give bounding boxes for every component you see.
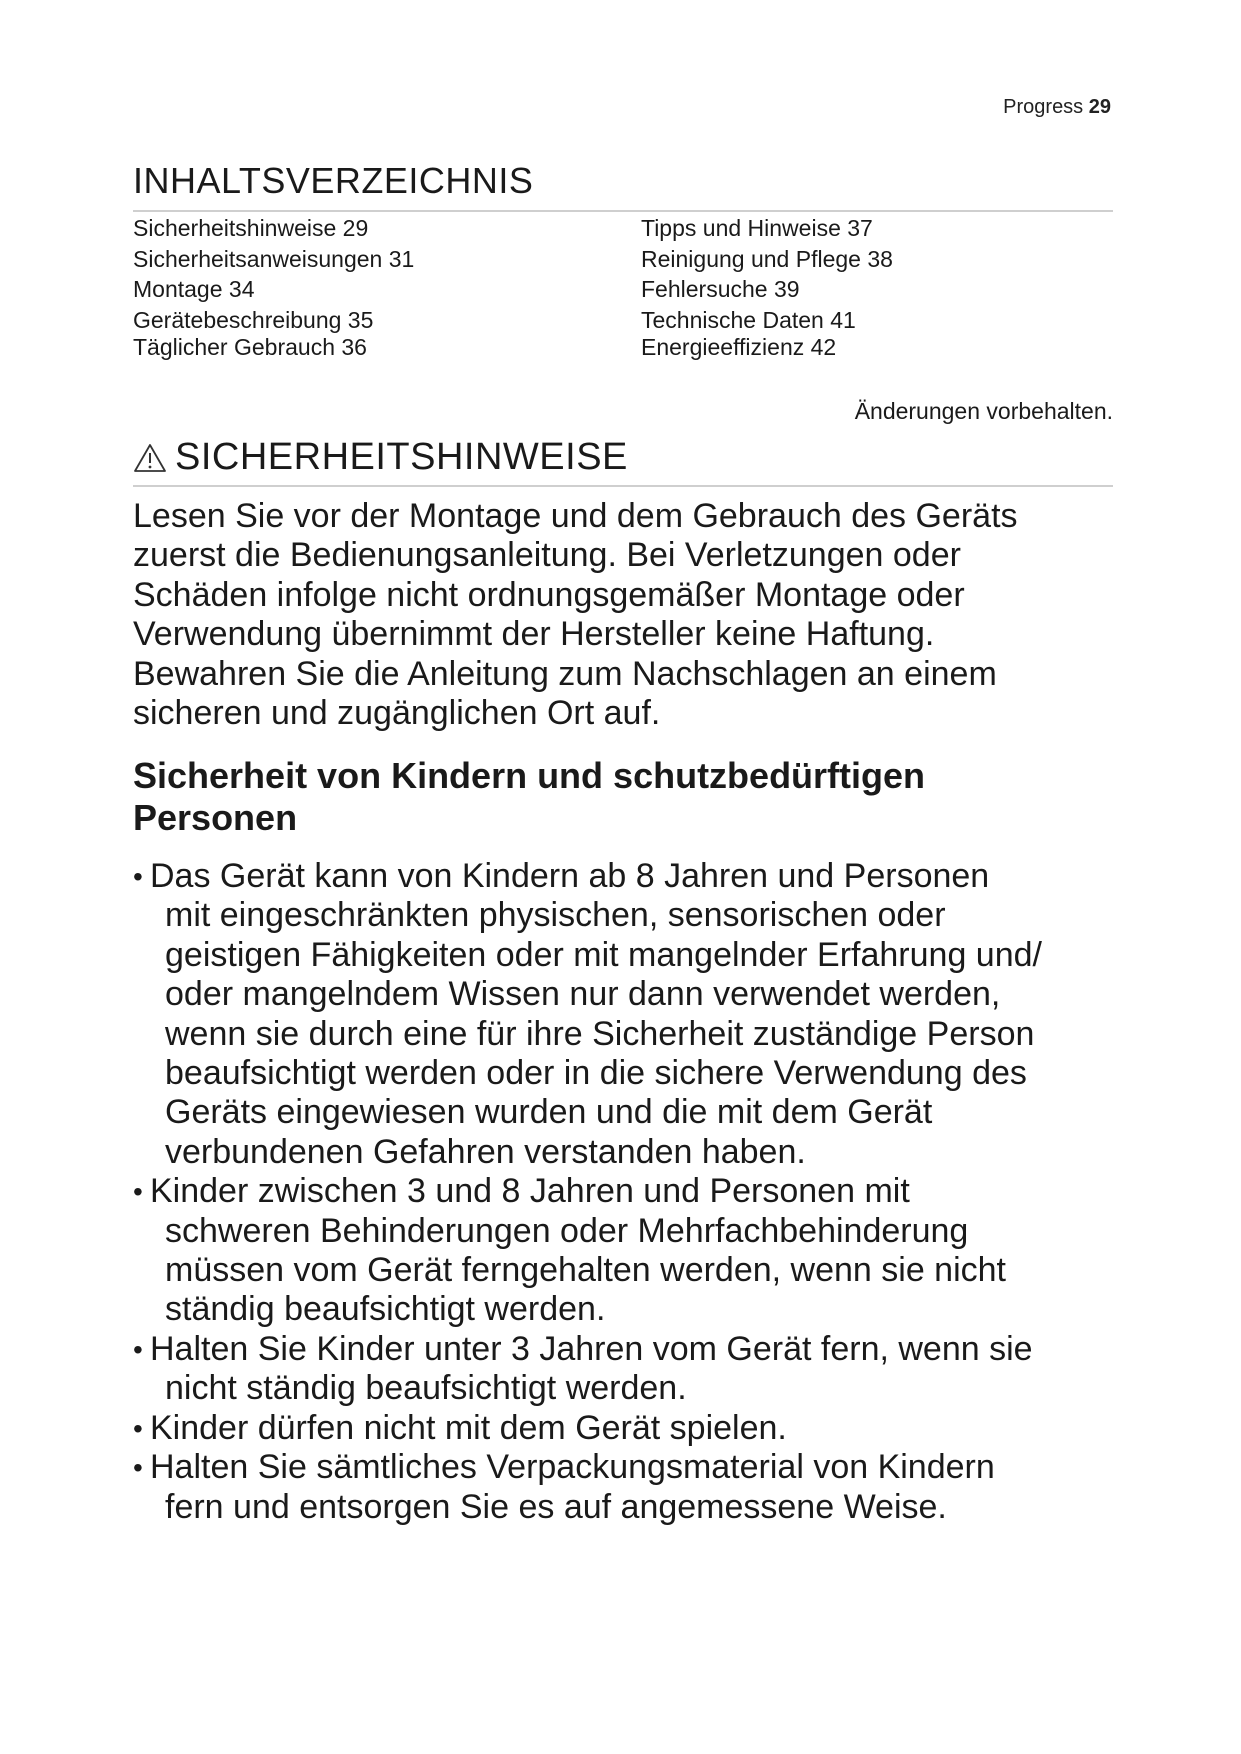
heading-line: Sicherheit von Kindern und schutzbedürftigen <box>133 755 926 796</box>
list-item-line: Halten Sie Kinder unter 3 Jahren vom Gerät fern, wenn sie <box>150 1329 1033 1368</box>
toc-entry: Technische Daten 41 <box>641 306 856 333</box>
intro-line: Bewahren Sie die Anleitung zum Nachschlagen an einem <box>133 654 997 693</box>
page-header <box>1003 96 1111 119</box>
toc-right-column <box>641 213 893 360</box>
warning-triangle-icon <box>133 443 167 473</box>
list-item-line: oder mangelndem Wissen nur dann verwendet werden, <box>165 975 1001 1014</box>
toc-entry: Gerätebeschreibung 35 <box>133 306 374 333</box>
list-item <box>133 1409 1133 1448</box>
toc-left-column <box>133 213 414 360</box>
list-item-line: müssen vom Gerät ferngehalten werden, wenn sie nicht <box>165 1251 1007 1290</box>
intro-line: zuerst die Bedienungsanleitung. Bei Verletzungen oder <box>133 536 961 575</box>
list-item-line: Das Gerät kann von Kindern ab 8 Jahren und Personen <box>150 857 990 895</box>
list-item-line: Kinder zwischen 3 und 8 Jahren und Personen mit <box>150 1172 910 1211</box>
children-safety-list <box>133 857 1133 1527</box>
bullet-marker: • <box>133 861 143 892</box>
heading-line: Personen <box>133 797 298 838</box>
list-item-line: ständig beaufsichtigt werden. <box>165 1290 606 1329</box>
list-item <box>133 857 1133 1172</box>
bullet-marker: • <box>133 1333 143 1365</box>
bullet-marker: • <box>133 1412 143 1444</box>
toc-entry: Täglicher Gebrauch 36 <box>133 334 367 360</box>
list-item-line: beaufsichtigt werden oder in die sichere Verwendung des <box>165 1054 1027 1093</box>
list-item <box>133 1172 1133 1330</box>
toc-divider <box>133 210 1113 212</box>
intro-line: Verwendung übernimmt der Hersteller keine Haftung. <box>133 615 935 654</box>
toc-entry: Sicherheitshinweise 29 <box>133 215 369 241</box>
list-item-line: nicht ständig beaufsichtigt werden. <box>165 1369 687 1408</box>
list-item-line: wenn sie durch eine für ihre Sicherheit zuständige Person <box>165 1014 1035 1053</box>
safety-title: SICHERHEITSHINWEISE <box>175 436 628 478</box>
list-item-line: Kinder dürfen nicht mit dem Gerät spielen. <box>150 1408 787 1447</box>
bullet-marker: • <box>133 1452 143 1484</box>
toc-entry: Montage 34 <box>133 276 255 302</box>
list-item-line: Geräts eingewiesen wurden und die mit dem Gerät <box>165 1093 933 1132</box>
toc-title: INHALTSVERZEICHNIS <box>133 160 534 201</box>
changes-note: Änderungen vorbehalten. <box>854 398 1113 424</box>
safety-divider <box>133 485 1113 487</box>
list-item-line: geistigen Fähigkeiten oder mit mangelnder Erfahrung und/ <box>165 935 1042 974</box>
list-item-line: Halten Sie sämtliches Verpackungsmaterial von Kindern <box>150 1448 995 1487</box>
list-item <box>133 1330 1133 1409</box>
list-item-line: fern und entsorgen Sie es auf angemessene Weise. <box>165 1487 947 1526</box>
list-item-line: mit eingeschränkten physischen, sensorischen oder <box>165 896 946 935</box>
toc-entry: Tipps und Hinweise 37 <box>641 215 873 241</box>
intro-line: Lesen Sie vor der Montage und dem Gebrauch des Geräts <box>133 497 1018 535</box>
toc-entry: Reinigung und Pflege 38 <box>641 245 893 272</box>
safety-heading <box>133 436 628 479</box>
toc-entry: Sicherheitsanweisungen 31 <box>133 245 415 272</box>
toc-entry: Fehlersuche 39 <box>641 276 800 302</box>
toc-entry: Energieeffizienz 42 <box>641 334 837 360</box>
brand-name: Progress <box>1003 96 1084 118</box>
safety-intro <box>133 497 1123 733</box>
intro-line: sicheren und zugänglichen Ort auf. <box>133 694 661 733</box>
list-item <box>133 1448 1133 1527</box>
intro-line: Schäden infolge nicht ordnungsgemäßer Montage oder <box>133 575 965 614</box>
page-number: 29 <box>1088 96 1111 118</box>
bullet-marker: • <box>133 1176 143 1208</box>
list-item-line: verbundenen Gefahren verstanden haben. <box>165 1132 806 1171</box>
list-item-line: schweren Behinderungen oder Mehrfachbehinderung <box>165 1211 969 1250</box>
children-safety-heading <box>133 755 925 839</box>
